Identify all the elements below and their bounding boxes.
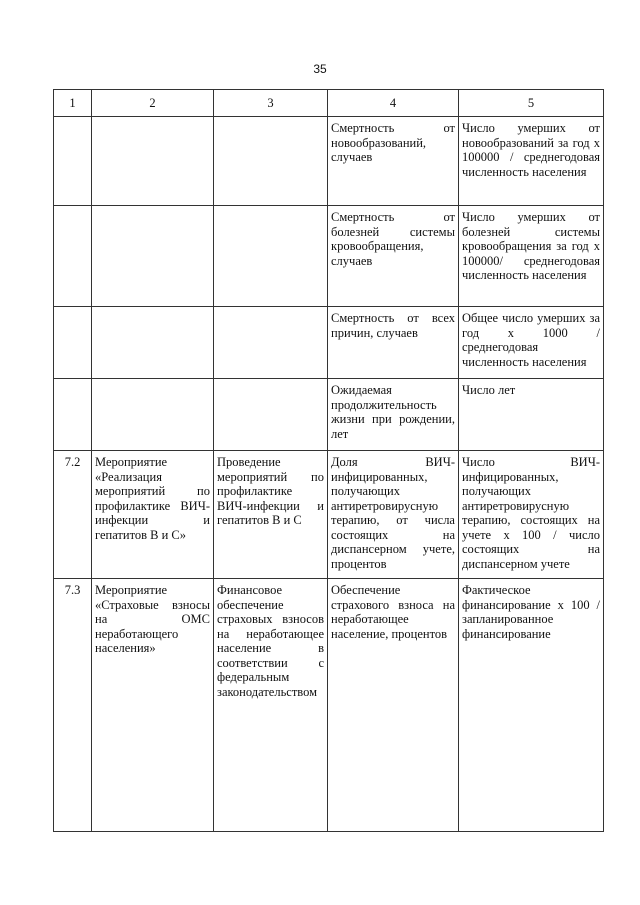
formula-cell: Общее число умерших за год х 1000 / среднегодовая численность населения [459, 307, 604, 379]
formula-cell: Число умерших от новообразований за год х 100000 / среднегодовая численность населения [459, 117, 604, 206]
table-row [54, 117, 604, 206]
row-number: 7.3 [54, 579, 92, 832]
indicator-cell: Смертность от всех причин, случаев [328, 307, 459, 379]
action-cell [214, 379, 328, 451]
measure-cell: Мероприятие «Реализация мероприятий по профилактике ВИЧ-инфекции и гепатитов В и С» [92, 451, 214, 579]
header-col-3: 3 [214, 90, 328, 117]
page-number: 35 [313, 62, 327, 76]
table-row [54, 307, 604, 379]
row-number [54, 117, 92, 206]
measure-cell [92, 206, 214, 307]
header-row [54, 90, 604, 117]
header-col-2: 2 [92, 90, 214, 117]
indicator-cell: Смертность от болезней системы кровообращения, случаев [328, 206, 459, 307]
measure-cell [92, 307, 214, 379]
action-cell: Финансовое обеспечение страховых взносов на неработающее население в соответствии с федеральным законодательством [214, 579, 328, 832]
header-col-1: 1 [54, 90, 92, 117]
indicator-cell: Смертность от новообразований, случаев [328, 117, 459, 206]
formula-cell: Число ВИЧ-инфицированных, получающих антиретровирусную терапию, состоящих на учете х 100 / число состоящих на диспансерном учете [459, 451, 604, 579]
indicator-cell: Обеспечение страхового взноса на неработающее население, процентов [328, 579, 459, 832]
row-number [54, 379, 92, 451]
table-row [54, 379, 604, 451]
indicators-table [53, 89, 604, 832]
table-row [54, 206, 604, 307]
header-col-5: 5 [459, 90, 604, 117]
measure-cell [92, 117, 214, 206]
measure-cell [92, 379, 214, 451]
row-number [54, 206, 92, 307]
table-row [54, 451, 604, 579]
formula-cell: Фактическое финансирование х 100 / запланированное финансирование [459, 579, 604, 832]
action-cell [214, 206, 328, 307]
row-number: 7.2 [54, 451, 92, 579]
row-number [54, 307, 92, 379]
formula-cell: Число умерших от болезней системы кровообращения за год х 100000/ среднегодовая численность населения [459, 206, 604, 307]
table-row [54, 579, 604, 832]
header-col-4: 4 [328, 90, 459, 117]
measure-cell: Мероприятие «Страховые взносы на ОМС неработающего населения» [92, 579, 214, 832]
action-cell: Проведение мероприятий по профилактике ВИЧ-инфекции и гепатитов В и С [214, 451, 328, 579]
indicator-cell: Доля ВИЧ-инфицированных, получающих антиретровирусную терапию, от числа состоящих на диспансерном учете, процентов [328, 451, 459, 579]
formula-cell: Число лет [459, 379, 604, 451]
indicator-cell: Ожидаемая продолжительность жизни при рождении, лет [328, 379, 459, 451]
action-cell [214, 117, 328, 206]
action-cell [214, 307, 328, 379]
